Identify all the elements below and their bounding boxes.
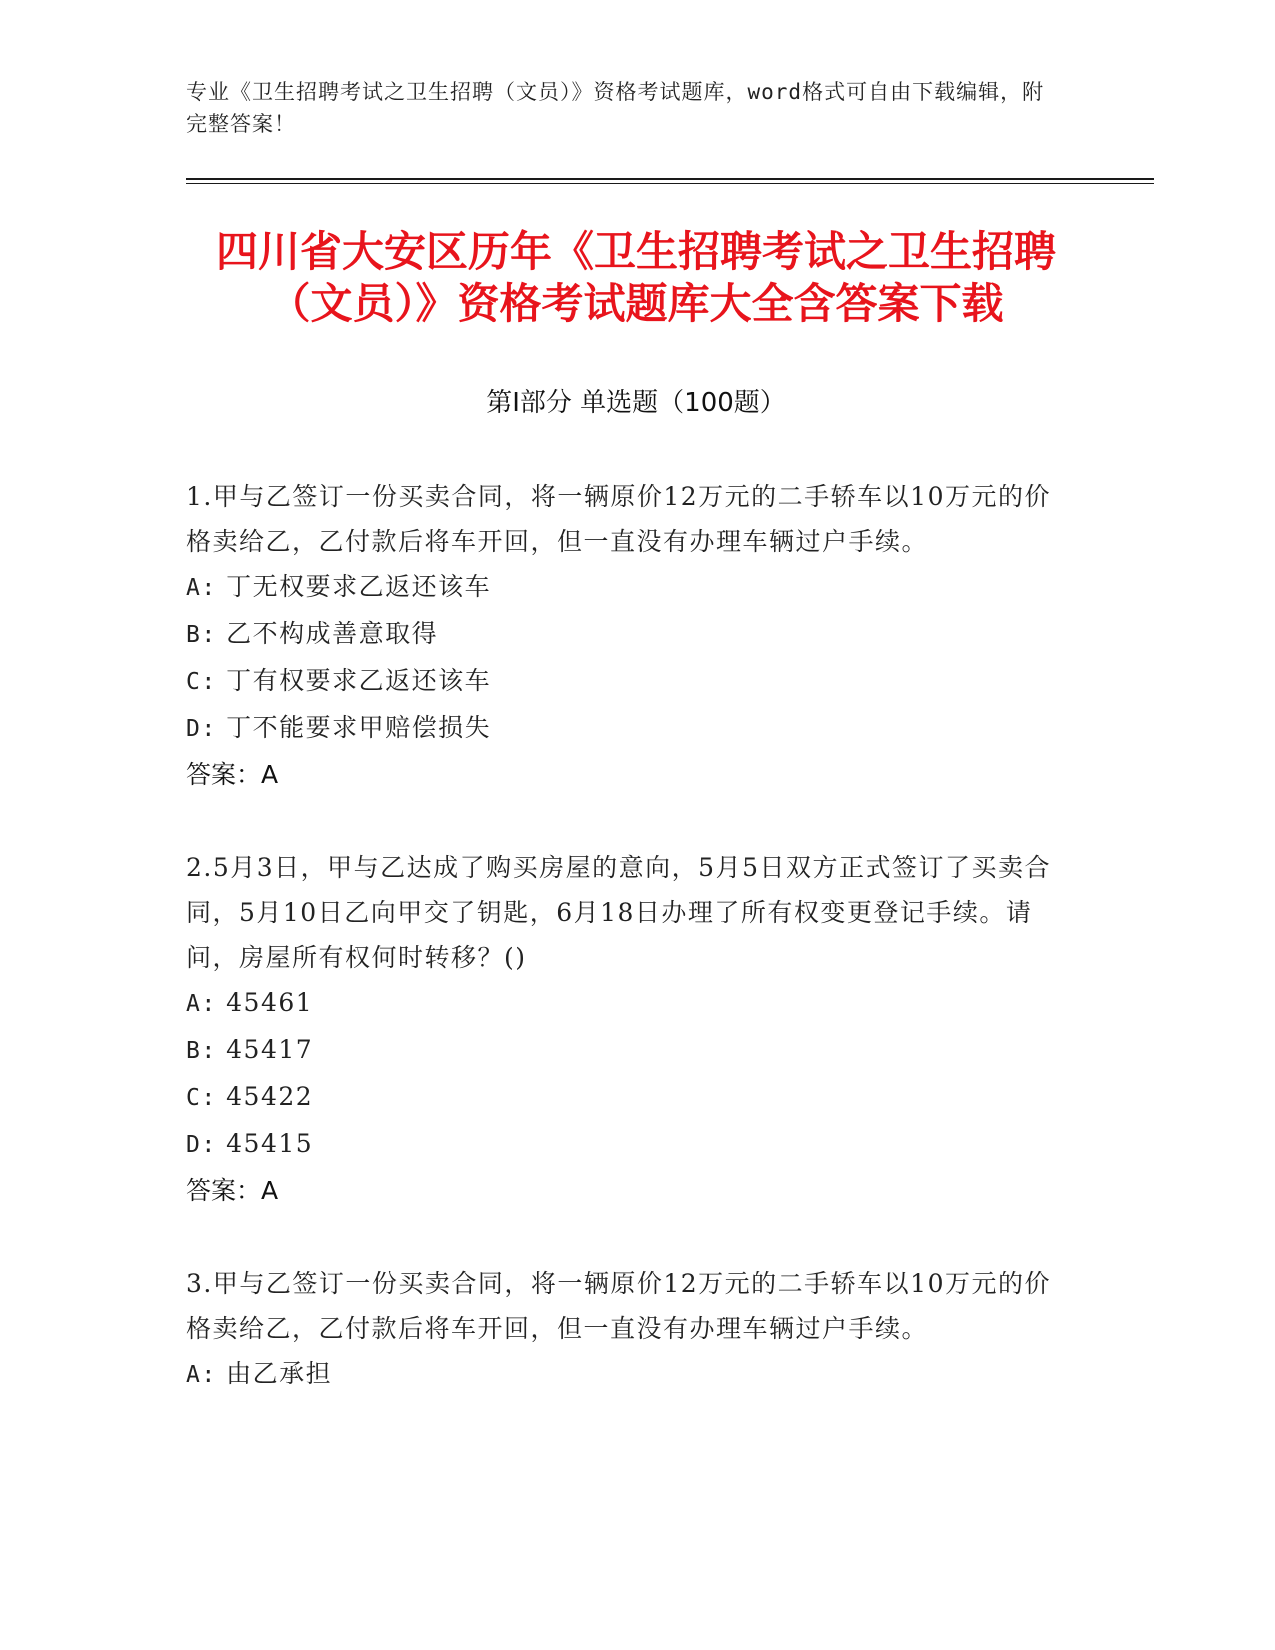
option-letter: A:: [186, 991, 217, 1017]
document-title: 四川省大安区历年《卫生招聘考试之卫生招聘（文员）》资格考试题库大全含答案下载: [215, 227, 1056, 328]
option-text: 丁无权要求乙返还该车: [216, 572, 492, 601]
option-text: 45417: [216, 1035, 314, 1064]
question-option: [186, 705, 1076, 752]
option-letter: C:: [186, 669, 217, 695]
question-list: [186, 474, 1076, 1446]
question-item: [186, 1261, 1076, 1398]
option-text: 由乙承担: [216, 1359, 333, 1388]
answer-value: A: [261, 1176, 279, 1205]
header-divider-thin: [186, 183, 1154, 184]
question-option: [186, 564, 1076, 611]
option-text: 45415: [216, 1129, 314, 1158]
option-text: 丁不能要求甲赔偿损失: [216, 713, 492, 742]
question-stem: 2.5月3日，甲与乙达成了购买房屋的意向，5月5日双方正式签订了买卖合同，5月10日乙向甲交了钥匙，6月18日办理了所有权变更登记手续。请问，房屋所有权何时转移？(): [186, 853, 1051, 972]
option-letter: D:: [186, 716, 217, 742]
question-item: [186, 845, 1076, 1213]
answer-prefix: 答案：: [186, 1176, 262, 1205]
option-text: 乙不构成善意取得: [216, 619, 439, 648]
question-option: [186, 1121, 1076, 1168]
question-option: [186, 611, 1076, 658]
option-letter: B:: [186, 1038, 217, 1064]
section-title: 第Ⅰ部分 单选题（100题）: [486, 388, 786, 418]
option-letter: D:: [186, 1132, 217, 1158]
question-answer: [186, 752, 1076, 797]
header-divider-thick: [186, 178, 1154, 180]
option-text: 45461: [216, 988, 314, 1017]
question-option: [186, 1074, 1076, 1121]
question-option: [186, 1351, 1076, 1398]
question-answer: [186, 1168, 1076, 1213]
option-letter: C:: [186, 1085, 217, 1111]
question-option: [186, 980, 1076, 1027]
option-text: 丁有权要求乙返还该车: [216, 666, 492, 695]
question-option: [186, 658, 1076, 705]
header-note: 专业《卫生招聘考试之卫生招聘（文员）》资格考试题库，word格式可自由下载编辑，附完整答案！: [186, 80, 1045, 136]
option-text: 45422: [216, 1082, 314, 1111]
answer-prefix: 答案：: [186, 760, 262, 789]
question-option: [186, 1027, 1076, 1074]
option-letter: A:: [186, 575, 217, 601]
question-item: [186, 474, 1076, 797]
option-letter: A:: [186, 1362, 217, 1388]
question-stem: 1.甲与乙签订一份买卖合同，将一辆原价12万元的二手轿车以10万元的价格卖给乙，乙付款后将车开回，但一直没有办理车辆过户手续。: [186, 482, 1051, 556]
answer-value: A: [261, 760, 279, 789]
option-letter: B:: [186, 622, 217, 648]
question-stem: 3.甲与乙签订一份买卖合同，将一辆原价12万元的二手轿车以10万元的价格卖给乙，乙付款后将车开回，但一直没有办理车辆过户手续。: [186, 1269, 1051, 1343]
